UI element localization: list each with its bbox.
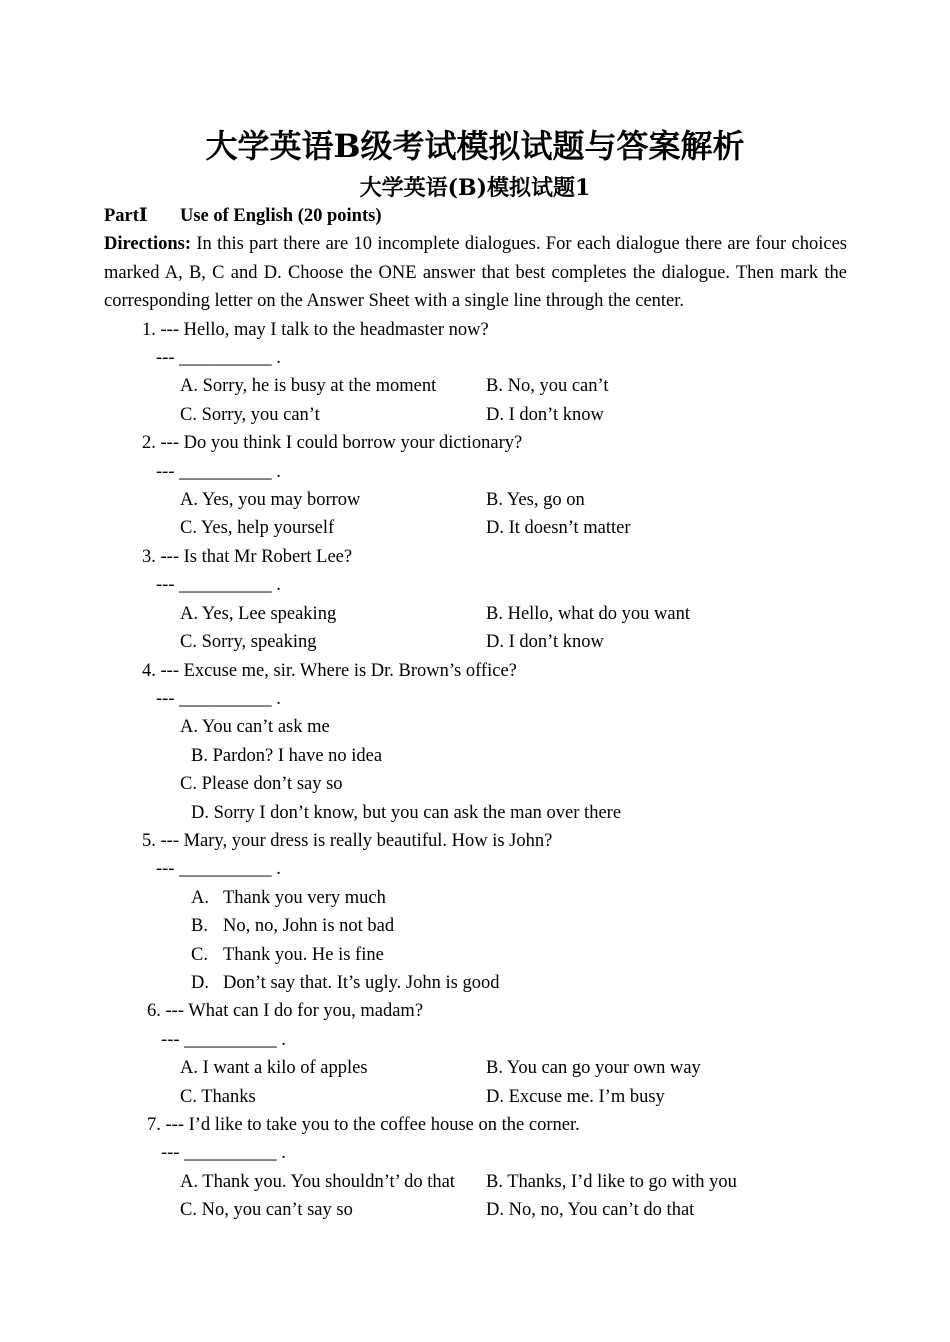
option-letter: C. [191,944,208,965]
option-text: Thank you very much [223,887,386,908]
option-letter: B. [191,916,208,937]
document-body [104,202,847,1225]
question-1: 1. --- Hello, may I talk to the headmaster now? [142,319,489,340]
part-label: PartⅠ [104,206,148,226]
option-7c: C. No, you can’t say so [180,1200,353,1221]
option-4b: B. Pardon? I have no idea [191,745,383,766]
answer-blank-5: --- __________ . [156,859,281,880]
directions-text: In this part there are 10 incomplete dialogues. For each dialogue there are four choices marked A, B, C and D. Choose the ONE answer that best completes the dialogue. Then mark the corresponding letter on the Answer Sheet with a single line through the center. [104,234,847,312]
option-2c: C. Yes, help yourself [180,518,335,539]
option-5a [104,884,847,912]
option-2a: A. Yes, you may borrow [180,490,361,511]
options-row [104,401,847,429]
option-7b: B. Thanks, I’d like to go with you [486,1171,737,1192]
option-7a: A. Thank you. You shouldn’t’ do that [180,1171,455,1192]
options-row [104,1196,847,1224]
question-7: 7. --- I’d like to take you to the coffee house on the corner. [147,1115,580,1135]
option-letter: A. [191,887,209,908]
directions [104,230,847,315]
question-2: 2. --- Do you think I could borrow your dictionary? [142,433,523,454]
question-6: 6. --- What can I do for you, madam? [147,1001,424,1022]
option-6d: D. Excuse me. I’m busy [486,1086,665,1107]
option-4c: C. Please don’t say so [180,774,343,795]
options-row [104,1168,847,1196]
option-3a: A. Yes, Lee speaking [180,603,337,624]
option-3c: C. Sorry, speaking [180,632,317,653]
options-row [104,1054,847,1082]
question-3: 3. --- Is that Mr Robert Lee? [142,546,353,567]
answer-blank-2: --- __________ . [156,461,281,482]
options-row [104,372,847,400]
option-5c [104,941,847,969]
document-subtitle: 大学英语(B)模拟试题1 [359,175,591,201]
answer-blank-7: --- __________ . [161,1143,286,1164]
option-3d: D. I don’t know [486,632,604,653]
option-1c: C. Sorry, you can’t [180,404,320,425]
option-2d: D. It doesn’t matter [486,518,631,539]
options-row [104,600,847,628]
option-1b: B. No, you can’t [486,376,609,397]
question-5: 5. --- Mary, your dress is really beautiful. How is John? [142,830,553,851]
part-heading [104,202,847,230]
option-5b [104,912,847,940]
option-7d: D. No, no, You can’t do that [486,1200,695,1221]
options-row [104,486,847,514]
option-2b: B. Yes, go on [486,490,585,511]
part-title: Use of English (20 points) [180,206,382,226]
option-text: No, no, John is not bad [223,916,395,937]
option-6a: A. I want a kilo of apples [180,1058,368,1079]
options-row [104,1083,847,1111]
option-letter: D. [191,972,209,993]
answer-blank-1: --- __________ . [156,348,281,369]
option-1d: D. I don’t know [486,404,604,425]
option-6c: C. Thanks [180,1086,256,1107]
option-5d [104,969,847,997]
answer-blank-3: --- __________ . [156,575,281,596]
options-row [104,514,847,542]
question-4: 4. --- Excuse me, sir. Where is Dr. Brown’s office? [142,660,517,681]
option-text: Don’t say that. It’s ugly. John is good [223,972,500,993]
answer-blank-6: --- __________ . [161,1029,286,1050]
option-3b: B. Hello, what do you want [486,603,690,624]
option-text: Thank you. He is fine [223,944,384,965]
directions-label: Directions: [104,234,191,255]
document-title: 大学英语B级考试模拟试题与答案解析 [205,127,745,165]
option-1a: A. Sorry, he is busy at the moment [180,376,437,397]
options-row [104,628,847,656]
option-6b: B. You can go your own way [486,1058,701,1079]
option-4a: A. You can’t ask me [180,717,330,738]
answer-blank-4: --- __________ . [156,688,281,709]
option-4d: D. Sorry I don’t know, but you can ask the man over there [191,802,622,823]
